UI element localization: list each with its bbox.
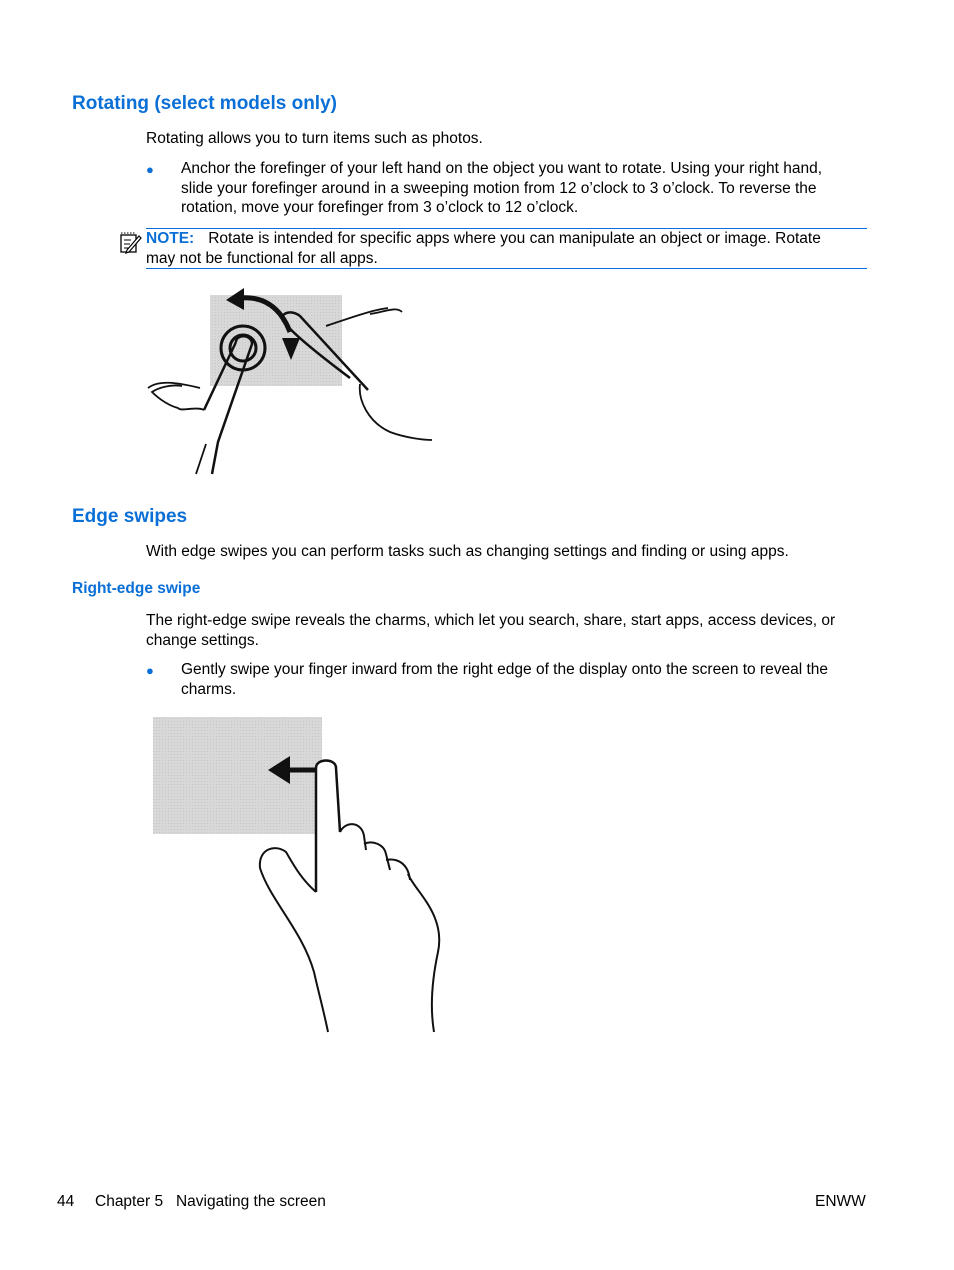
section-title-edge-swipes: Edge swipes: [72, 506, 188, 527]
bullet-icon: ●: [146, 663, 154, 678]
rotating-bullet-text: Anchor the forefinger of your left hand on the object you want to rotate. Using your right hand, slide your forefinger around in a sweeping motion from 12 o’clock to 3 o’clock. To reverse the rotation, move your forefinger from 3 o’clock to 12 o’clock.: [181, 160, 823, 216]
chapter-title: Chapter 5 Navigating the screen: [95, 1193, 326, 1210]
rotating-intro: Rotating allows you to turn items such as photos.: [146, 130, 483, 147]
section-title-rotating: Rotating (select models only): [72, 93, 337, 114]
page-number: 44: [57, 1193, 75, 1210]
footer-right-label: ENWW: [815, 1193, 866, 1210]
rotate-gesture-illustration: [140, 282, 440, 482]
note-icon: [118, 230, 142, 254]
right-edge-swipe-illustration: [150, 712, 450, 1042]
right-edge-bullet-text: Gently swipe your finger inward from the right edge of the display onto the screen to reveal the charms.: [181, 661, 829, 698]
edge-swipes-intro: With edge swipes you can perform tasks such as changing settings and finding or using apps.: [146, 543, 789, 560]
note-label: NOTE:: [146, 230, 195, 247]
note-line2: may not be functional for all apps.: [146, 249, 378, 267]
subsection-title-right-edge-swipe: Right-edge swipe: [72, 580, 201, 597]
note-box: [146, 228, 867, 269]
note-line1: Rotate is intended for specific apps where you can manipulate an object or image. Rotate: [208, 230, 821, 247]
bullet-icon: ●: [146, 162, 154, 177]
right-edge-intro: The right-edge swipe reveals the charms, which let you search, share, start apps, access devices, or change settings.: [146, 612, 836, 649]
